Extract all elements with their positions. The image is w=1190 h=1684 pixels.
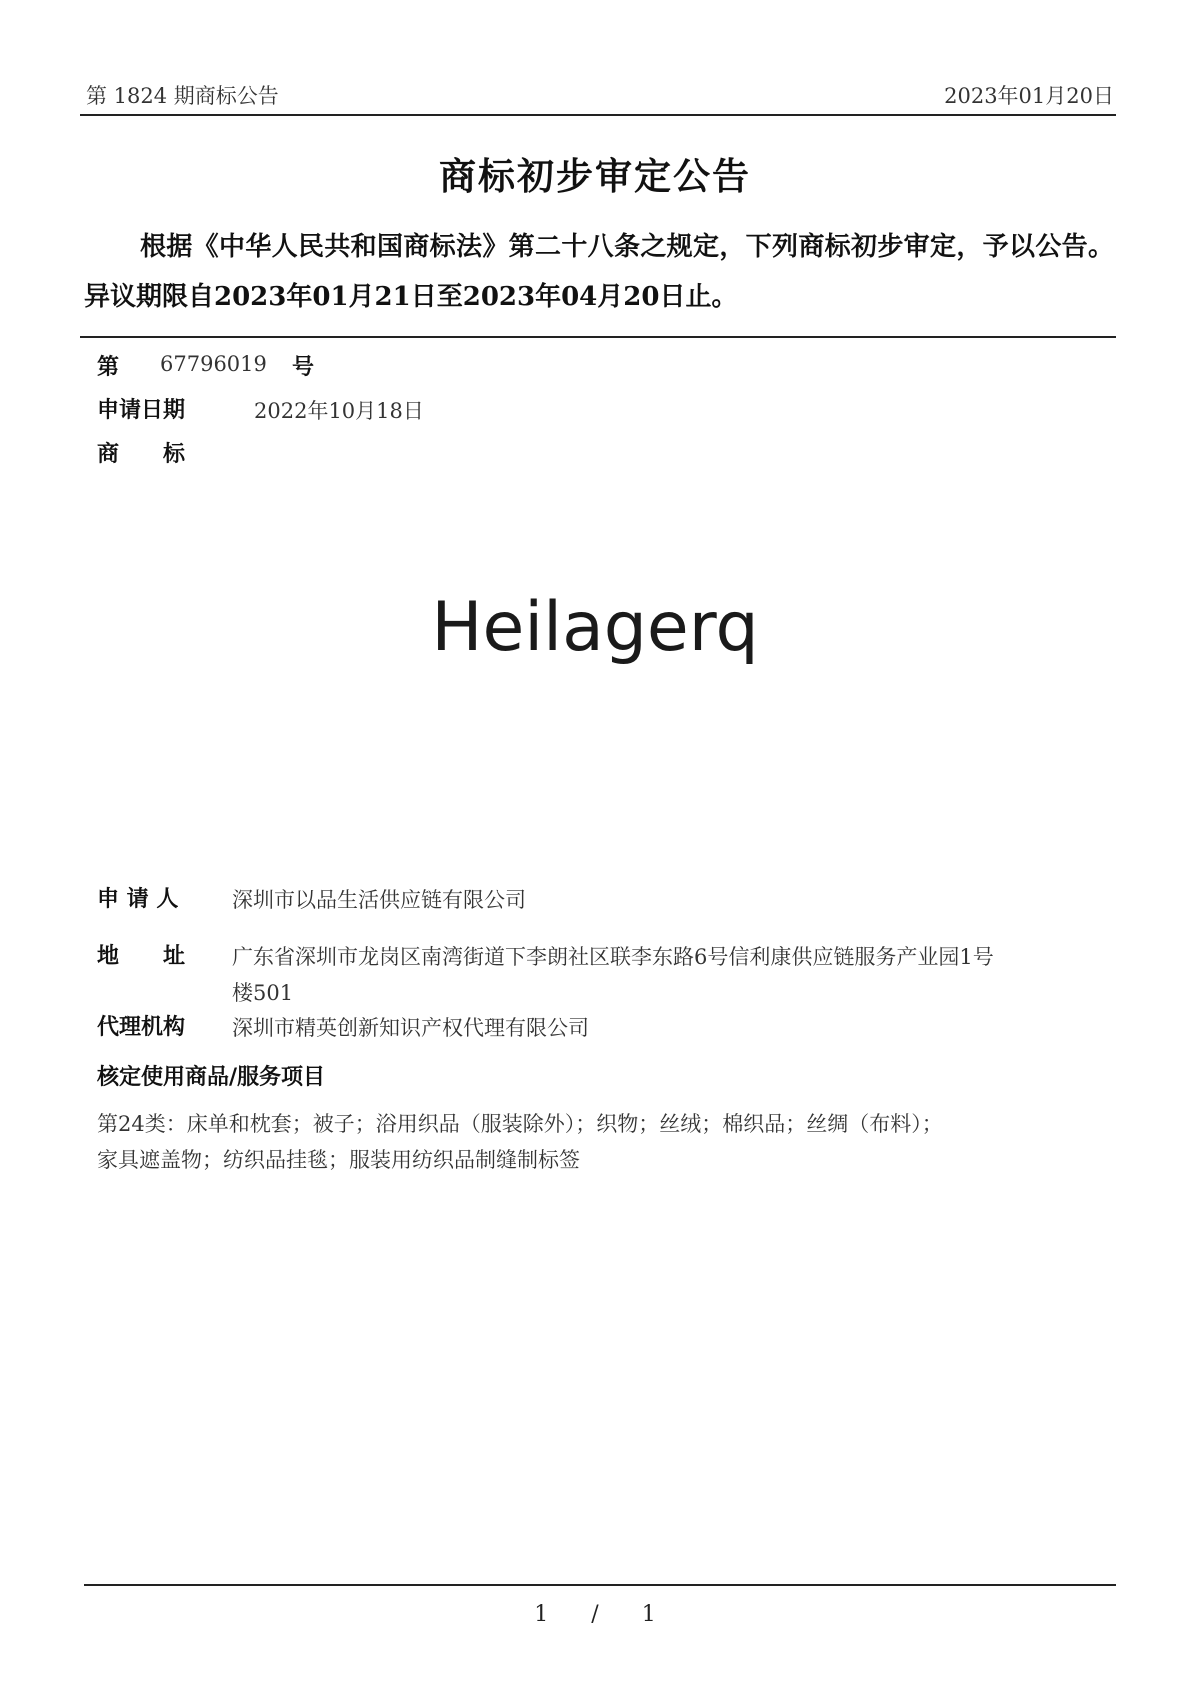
page-title: 商标初步审定公告 — [439, 154, 751, 198]
footer-rule — [84, 1584, 1116, 1586]
address-line-2: 楼501 — [232, 981, 294, 1005]
page-number: 1 — [534, 1602, 549, 1627]
trademark-number: 67796019 — [160, 352, 267, 376]
address-label: 地 址 — [97, 944, 186, 969]
page-footer — [0, 1602, 1190, 1627]
agent-name: 深圳市精英创新知识产权代理有限公司 — [232, 1016, 589, 1040]
goods-line-2: 家具遮盖物；纺织品挂毯；服装用纺织品制缝制标签 — [97, 1148, 580, 1172]
trademark-image — [0, 588, 1190, 667]
applicant-name: 深圳市以品生活供应链有限公司 — [232, 888, 526, 912]
applicant-label: 申 请 人 — [97, 887, 179, 912]
header-rule — [80, 114, 1116, 116]
mark-label: 商 标 — [97, 442, 186, 467]
number-prefix: 第 — [97, 355, 120, 380]
goods-list — [97, 1106, 1117, 1178]
application-date: 2022年10月18日 — [254, 399, 424, 423]
trademark-wordmark: Heilagerq — [431, 588, 759, 667]
issue-date: 2023年01月20日 — [944, 84, 1114, 108]
application-date-label: 申请日期 — [97, 398, 186, 423]
agent-label: 代理机构 — [97, 1015, 186, 1040]
intro-paragraph: 根据《中华人民共和国商标法》第二十八条之规定，下列商标初步审定，予以公告。异议期限自2023年01月21日至2023年04月20日止。 — [84, 232, 1114, 312]
number-suffix: 号 — [292, 355, 315, 380]
section-rule — [80, 336, 1116, 338]
page-separator: / — [591, 1602, 599, 1627]
address-line-1: 广东省深圳市龙岗区南湾街道下李朗社区联李东路6号信利康供应链服务产业园1号 — [232, 945, 994, 969]
page-total: 1 — [641, 1602, 656, 1627]
goods-line-1: 第24类：床单和枕套；被子；浴用织品（服装除外）；织物；丝绒；棉织品；丝绸（布料）； — [97, 1112, 943, 1136]
goods-label: 核定使用商品/服务项目 — [97, 1065, 326, 1090]
issue-number: 第 1824 期商标公告 — [86, 84, 279, 108]
